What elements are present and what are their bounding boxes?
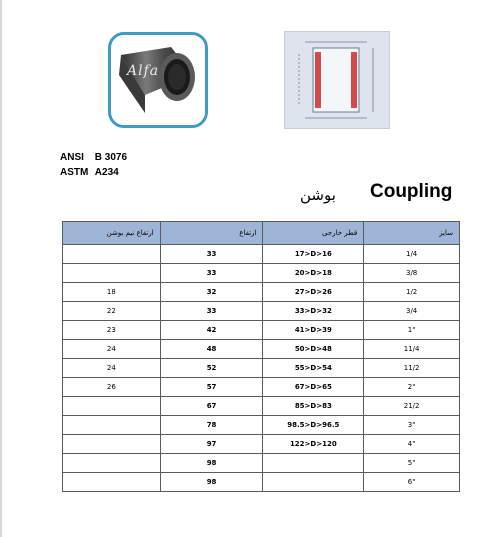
standard-line-ansi xyxy=(60,150,127,165)
standard-code: ANSI xyxy=(60,152,84,163)
cell-height: 42 xyxy=(160,321,263,340)
cell-outer-diameter: 98.5>D>96.5 xyxy=(263,416,364,435)
header-half-height: ارتفاع نیم بوشن xyxy=(63,222,161,245)
table-row xyxy=(63,416,460,435)
cell-half-height: 24 xyxy=(63,340,161,359)
cell-outer-diameter: 17>D>16 xyxy=(263,245,364,264)
standard-line-astm xyxy=(60,165,127,180)
cell-size: 3/4 xyxy=(364,302,460,321)
cell-outer-diameter xyxy=(263,473,364,492)
cell-size: 3/8 xyxy=(364,264,460,283)
cell-half-height xyxy=(63,397,161,416)
cell-outer-diameter: 85>D>83 xyxy=(263,397,364,416)
coupling-drawing-graphic xyxy=(285,32,389,128)
cell-outer-diameter: 20>D>18 xyxy=(263,264,364,283)
title-english: Coupling xyxy=(370,181,453,202)
cell-half-height xyxy=(63,264,161,283)
cell-outer-diameter: 55>D>54 xyxy=(263,359,364,378)
standards-block xyxy=(60,150,127,180)
cell-height: 98 xyxy=(160,454,263,473)
table-row xyxy=(63,264,460,283)
standard-value: B 3076 xyxy=(94,152,128,163)
cell-half-height xyxy=(63,435,161,454)
cell-size: 6" xyxy=(364,473,460,492)
cell-outer-diameter: 27>D>26 xyxy=(263,283,364,302)
table-header-row xyxy=(63,222,460,245)
cell-outer-diameter: 50>D>48 xyxy=(263,340,364,359)
cell-size: 21/2 xyxy=(364,397,460,416)
table-row xyxy=(63,321,460,340)
table-row xyxy=(63,378,460,397)
cell-outer-diameter: 33>D>32 xyxy=(263,302,364,321)
cell-height: 97 xyxy=(160,435,263,454)
table-row xyxy=(63,302,460,321)
cell-height: 32 xyxy=(160,283,263,302)
table-row xyxy=(63,359,460,378)
product-photo xyxy=(108,32,208,128)
cell-half-height xyxy=(63,245,161,264)
cell-outer-diameter xyxy=(263,454,364,473)
cell-half-height: 22 xyxy=(63,302,161,321)
cell-size: 2" xyxy=(364,378,460,397)
table-row xyxy=(63,454,460,473)
cell-size: 5" xyxy=(364,454,460,473)
technical-drawing xyxy=(284,31,390,129)
header-outer-diameter: قطر خارجی xyxy=(263,222,364,245)
cell-outer-diameter: 122>D>120 xyxy=(263,435,364,454)
cell-half-height xyxy=(63,416,161,435)
standard-code: ASTM xyxy=(60,167,89,178)
header-size: سایز xyxy=(364,222,460,245)
table-row xyxy=(63,397,460,416)
cell-size: 11/2 xyxy=(364,359,460,378)
cell-half-height: 26 xyxy=(63,378,161,397)
cell-height: 57 xyxy=(160,378,263,397)
cell-half-height xyxy=(63,473,161,492)
cell-size: 1" xyxy=(364,321,460,340)
title-persian: بوشن xyxy=(300,186,336,204)
cell-height: 33 xyxy=(160,264,263,283)
cell-size: 11/4 xyxy=(364,340,460,359)
cell-height: 33 xyxy=(160,302,263,321)
table-row xyxy=(63,283,460,302)
cell-outer-diameter: 41>D>39 xyxy=(263,321,364,340)
cell-size: 1/2 xyxy=(364,283,460,302)
header-height: ارتفاع xyxy=(160,222,263,245)
table-row xyxy=(63,473,460,492)
table-row xyxy=(63,435,460,454)
cell-height: 78 xyxy=(160,416,263,435)
cell-height: 48 xyxy=(160,340,263,359)
coupling-photo-graphic xyxy=(111,35,205,125)
table-row xyxy=(63,340,460,359)
cell-height: 33 xyxy=(160,245,263,264)
cell-size: 4" xyxy=(364,435,460,454)
page-left-edge xyxy=(0,0,2,537)
cell-half-height: 23 xyxy=(63,321,161,340)
cell-height: 52 xyxy=(160,359,263,378)
cell-outer-diameter: 67>D>65 xyxy=(263,378,364,397)
brand-watermark: Alfa xyxy=(127,63,160,79)
cell-half-height xyxy=(63,454,161,473)
spec-table xyxy=(62,221,460,492)
standard-value: A234 xyxy=(94,167,119,178)
cell-half-height: 18 xyxy=(63,283,161,302)
cell-height: 67 xyxy=(160,397,263,416)
cell-size: 1/4 xyxy=(364,245,460,264)
cell-height: 98 xyxy=(160,473,263,492)
cell-size: 3" xyxy=(364,416,460,435)
table-row xyxy=(63,245,460,264)
cell-half-height: 24 xyxy=(63,359,161,378)
